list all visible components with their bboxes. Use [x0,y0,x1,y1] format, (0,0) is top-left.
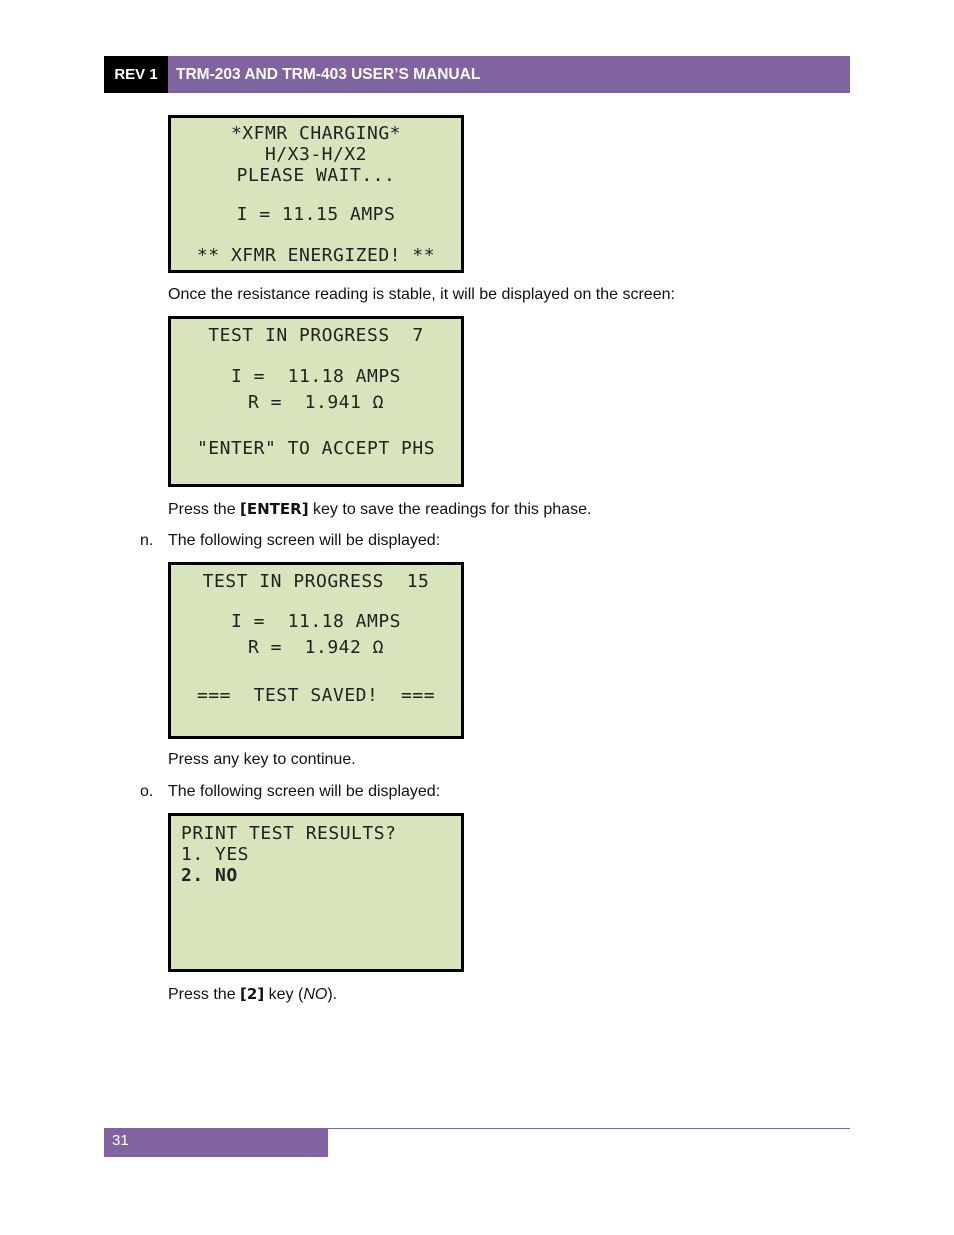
lcd-line: H/X3-H/X2 [264,144,368,165]
lcd-line-selected: 2. NO [181,865,238,886]
list-item-o: The following screen will be displayed: [168,783,441,800]
paragraph-press-2 [168,984,337,1005]
paragraph-press-enter [168,499,591,520]
text: ). [327,986,338,1003]
paragraph-press-any: Press any key to continue. [168,751,356,768]
text: Press the [168,501,241,518]
lcd-line: TEST IN PROGRESS 15 [202,571,430,592]
lcd-line: ** XFMR ENERGIZED! ** [196,245,436,266]
text-emphasis: NO [303,986,328,1003]
page-number: 31 [104,1129,328,1157]
lcd-line: *XFMR CHARGING* [230,123,402,144]
lcd-line: PLEASE WAIT... [236,165,396,186]
text: key ( [264,986,304,1003]
enter-key-label: [ENTER] [240,500,309,518]
lcd-screen-progress-7 [168,316,464,487]
list-marker-n: n. [140,532,154,549]
text: Press the [168,986,241,1003]
lcd-line: R = 1.942 Ω [247,637,385,658]
revision-badge: REV 1 [104,56,168,93]
lcd-line: I = 11.18 AMPS [230,366,402,387]
lcd-line: "ENTER" TO ACCEPT PHS [196,438,436,459]
text: key to save the readings for this phase. [308,501,592,518]
paragraph-stable: Once the resistance reading is stable, it will be displayed on the screen: [168,286,675,303]
key-2-label: [2] [240,985,265,1003]
lcd-line: PRINT TEST RESULTS? [181,823,397,844]
lcd-screen-progress-15 [168,562,464,739]
lcd-line: === TEST SAVED! === [196,685,436,706]
lcd-line: I = 11.15 AMPS [236,204,396,225]
lcd-line: 1. YES [181,844,250,865]
lcd-screen-charging [168,115,464,273]
lcd-line: R = 1.941 Ω [247,392,385,413]
list-marker-o: o. [140,783,154,800]
list-item-n: The following screen will be displayed: [168,532,441,549]
lcd-screen-print [168,813,464,972]
lcd-line: I = 11.18 AMPS [230,611,402,632]
manual-title: TRM-203 AND TRM-403 USER’S MANUAL [176,66,481,83]
lcd-line: TEST IN PROGRESS 7 [208,325,424,346]
